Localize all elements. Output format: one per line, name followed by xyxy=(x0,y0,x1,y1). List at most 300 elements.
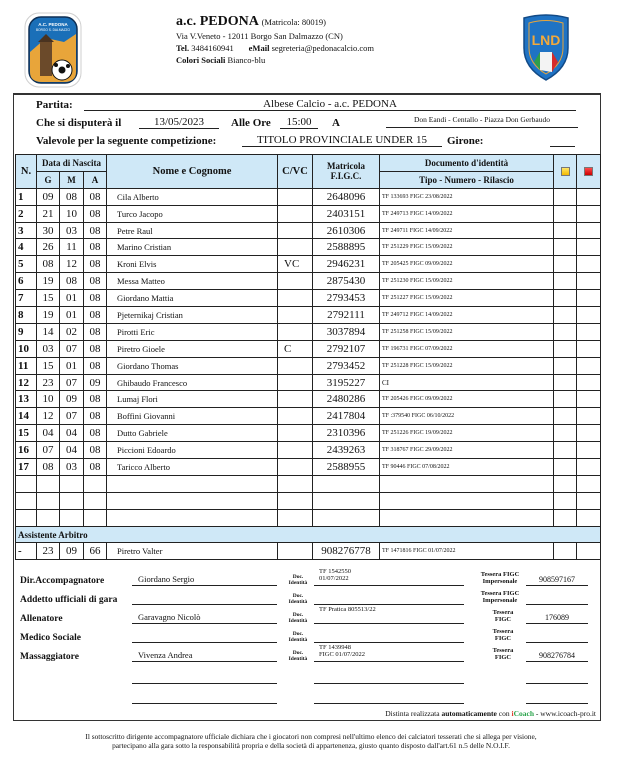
header-red-card xyxy=(577,155,601,189)
yellow-card-cell[interactable] xyxy=(554,188,577,205)
tessera-label-1: Tessera xyxy=(492,628,514,635)
matricola[interactable] xyxy=(313,509,380,526)
player-name[interactable]: Kroni Elvis xyxy=(107,256,278,273)
birth-year[interactable]: 08 xyxy=(84,273,107,290)
email-value: segreteria@pedonacalcio.com xyxy=(271,43,375,53)
staff-doc-line-1: TF 1542550 xyxy=(319,568,351,575)
player-name[interactable]: Marino Cristian xyxy=(107,239,278,256)
club-logo-text-top: A.C. PEDONA xyxy=(38,22,68,27)
captain-flag[interactable] xyxy=(278,188,313,205)
matricola[interactable]: 2793453 xyxy=(313,290,380,307)
player-number xyxy=(16,475,37,492)
document[interactable]: TF 251230 FIGC 15/09/2022 xyxy=(380,273,554,290)
assistant-section-title: Assistente Arbitro xyxy=(16,526,601,543)
player-number: 1 xyxy=(16,188,37,205)
birth-year[interactable]: 08 xyxy=(84,290,107,307)
doc-label-2: Identità xyxy=(288,656,308,662)
player-number: 13 xyxy=(16,391,37,408)
player-name[interactable]: Ghibaudo Francesco xyxy=(107,374,278,391)
staff-role-label: Massaggiatore xyxy=(20,652,79,662)
captain-flag[interactable] xyxy=(278,205,313,222)
club-info xyxy=(176,14,374,66)
club-colors xyxy=(176,54,374,66)
birth-month[interactable]: 08 xyxy=(60,273,84,290)
matricola[interactable]: 2648096 xyxy=(313,188,380,205)
icoach-coach: Coach xyxy=(513,709,534,718)
table-row xyxy=(16,357,601,374)
birth-day[interactable]: 15 xyxy=(37,290,60,307)
document[interactable]: TF 251226 FIGC 19/09/2022 xyxy=(380,425,554,442)
captain-flag[interactable]: C xyxy=(278,340,313,357)
birth-year[interactable] xyxy=(84,492,107,509)
birth-day[interactable]: 08 xyxy=(37,459,60,476)
tessera-label-1: Tessera xyxy=(492,647,514,654)
birth-day[interactable]: 10 xyxy=(37,391,60,408)
birth-year[interactable]: 08 xyxy=(84,357,107,374)
red-card-cell[interactable] xyxy=(577,492,601,509)
empty-table-row xyxy=(16,509,601,526)
player-number: 3 xyxy=(16,222,37,239)
birth-year[interactable]: 08 xyxy=(84,425,107,442)
birth-day[interactable]: 04 xyxy=(37,425,60,442)
time-field[interactable]: 15:00 xyxy=(280,116,318,129)
yellow-card-cell[interactable] xyxy=(554,323,577,340)
birth-day[interactable]: 19 xyxy=(37,307,60,324)
tel-value: 3484160941 xyxy=(191,43,234,53)
birth-year[interactable]: 08 xyxy=(84,205,107,222)
red-card-cell[interactable] xyxy=(577,290,601,307)
venue-label: A xyxy=(332,117,340,129)
yellow-card-cell[interactable] xyxy=(554,273,577,290)
captain-flag[interactable] xyxy=(278,543,313,560)
matricola[interactable] xyxy=(313,492,380,509)
red-card-cell[interactable] xyxy=(577,408,601,425)
matricola[interactable] xyxy=(313,475,380,492)
birth-month[interactable]: 01 xyxy=(60,307,84,324)
player-name[interactable]: Giordano Mattia xyxy=(107,290,278,307)
player-name[interactable]: Pjeternikaj Cristian xyxy=(107,307,278,324)
document[interactable]: TF 249712 FIGC 14/09/2022 xyxy=(380,307,554,324)
document[interactable]: TF 251258 FIGC 15/09/2022 xyxy=(380,323,554,340)
matricola[interactable]: 2792107 xyxy=(313,340,380,357)
player-number: 8 xyxy=(16,307,37,324)
document[interactable] xyxy=(380,509,554,526)
tessera-field[interactable] xyxy=(526,629,588,643)
declaration-line-2: partecipano alla gara sotto la responsabilità propria e della società di appartenenza, giusto quanto disposto dall'art.61 n.5 delle N.O.I.F. xyxy=(112,741,510,750)
captain-flag[interactable] xyxy=(278,492,313,509)
document[interactable]: CI xyxy=(380,374,554,391)
yellow-card-cell[interactable] xyxy=(554,475,577,492)
document[interactable]: TF 318767 FIGC 29/09/2022 xyxy=(380,442,554,459)
table-row xyxy=(16,222,601,239)
player-name[interactable]: Giordano Thomas xyxy=(107,357,278,374)
birth-year[interactable] xyxy=(84,509,107,526)
doc-label-1: Doc. xyxy=(292,650,304,656)
tessera-field[interactable]: 908276784 xyxy=(526,648,588,662)
birth-month[interactable]: 07 xyxy=(60,408,84,425)
captain-flag[interactable] xyxy=(278,323,313,340)
staff-doc-field[interactable] xyxy=(314,569,464,586)
document[interactable]: TF 196731 FIGC 07/09/2022 xyxy=(380,340,554,357)
red-card-cell[interactable] xyxy=(577,323,601,340)
yellow-card-cell[interactable] xyxy=(554,492,577,509)
staff-row xyxy=(14,606,602,630)
tessera-label xyxy=(488,629,518,642)
icoach-i: i xyxy=(511,709,514,718)
staff-doc-field[interactable] xyxy=(314,607,464,624)
captain-flag[interactable] xyxy=(278,425,313,442)
colors-label: Colori Sociali xyxy=(176,55,226,65)
birth-year[interactable] xyxy=(84,475,107,492)
birth-month[interactable]: 12 xyxy=(60,256,84,273)
captain-flag[interactable] xyxy=(278,475,313,492)
birth-day[interactable] xyxy=(37,492,60,509)
yellow-card-cell[interactable] xyxy=(554,222,577,239)
birth-month[interactable]: 07 xyxy=(60,374,84,391)
captain-flag[interactable] xyxy=(278,290,313,307)
player-name[interactable]: Boffini Giovanni xyxy=(107,408,278,425)
yellow-card-cell[interactable] xyxy=(554,256,577,273)
birth-year[interactable]: 66 xyxy=(84,543,107,560)
birth-month[interactable]: 01 xyxy=(60,290,84,307)
matricola[interactable]: 2417804 xyxy=(313,408,380,425)
document[interactable]: TF 249711 FIGC 14/09/2022 xyxy=(380,222,554,239)
header-yellow-card xyxy=(554,155,577,189)
matricola[interactable]: 2875430 xyxy=(313,273,380,290)
document[interactable] xyxy=(380,475,554,492)
red-card-cell[interactable] xyxy=(577,391,601,408)
birth-month[interactable] xyxy=(60,509,84,526)
red-card-cell[interactable] xyxy=(577,543,601,560)
credit-url[interactable]: - www.icoach-pro.it xyxy=(535,709,596,718)
birth-year[interactable]: 09 xyxy=(84,374,107,391)
red-card-cell[interactable] xyxy=(577,256,601,273)
yellow-card-cell[interactable] xyxy=(554,374,577,391)
document[interactable]: TF 251228 FIGC 15/09/2022 xyxy=(380,357,554,374)
red-card-cell[interactable] xyxy=(577,340,601,357)
captain-flag[interactable] xyxy=(278,239,313,256)
birth-day[interactable]: 23 xyxy=(37,374,60,391)
captain-flag[interactable] xyxy=(278,442,313,459)
red-card-cell[interactable] xyxy=(577,509,601,526)
player-number: 7 xyxy=(16,290,37,307)
staff-blank-doc[interactable] xyxy=(314,690,464,704)
matricola[interactable]: 2480286 xyxy=(313,391,380,408)
venue-field[interactable]: Don Eandi - Centallo - Piazza Don Gerbaudo xyxy=(386,115,578,128)
birth-day[interactable]: 15 xyxy=(37,357,60,374)
tessera-label-1: Tessera xyxy=(492,609,514,616)
staff-doc-field[interactable] xyxy=(314,626,464,643)
birth-month[interactable]: 03 xyxy=(60,222,84,239)
captain-flag[interactable] xyxy=(278,273,313,290)
doc-label-1: Doc. xyxy=(292,612,304,618)
player-name[interactable]: Cila Alberto xyxy=(107,188,278,205)
staff-blank-name[interactable] xyxy=(132,670,277,684)
red-card-cell[interactable] xyxy=(577,273,601,290)
red-card-cell[interactable] xyxy=(577,442,601,459)
birth-year[interactable]: 08 xyxy=(84,442,107,459)
declaration xyxy=(20,732,602,750)
birth-month[interactable] xyxy=(60,475,84,492)
header-m: M xyxy=(60,171,84,188)
birth-year[interactable]: 08 xyxy=(84,459,107,476)
staff-name-field[interactable] xyxy=(132,629,277,643)
yellow-card-cell[interactable] xyxy=(554,391,577,408)
assistant-row xyxy=(16,543,601,560)
player-name[interactable] xyxy=(107,475,278,492)
birth-month[interactable]: 03 xyxy=(60,459,84,476)
table-row xyxy=(16,374,601,391)
staff-doc-field[interactable] xyxy=(314,645,464,662)
header-birth: Data di Nascita xyxy=(37,155,107,172)
red-card-cell[interactable] xyxy=(577,459,601,476)
staff-row xyxy=(14,644,602,668)
red-card-cell[interactable] xyxy=(577,188,601,205)
birth-year[interactable]: 08 xyxy=(84,222,107,239)
doc-label-2: Identità xyxy=(288,580,308,586)
header-n: N. xyxy=(16,155,37,189)
document[interactable]: TF 1471816 FIGC 01/07/2022 xyxy=(380,543,554,560)
tessera-field[interactable] xyxy=(526,591,588,605)
partita-field[interactable]: Albese Calcio - a.c. PEDONA xyxy=(84,98,576,111)
girone-field[interactable] xyxy=(550,134,575,147)
red-card-cell[interactable] xyxy=(577,205,601,222)
player-name[interactable]: Piretro Gioele xyxy=(107,340,278,357)
tessera-label xyxy=(476,572,524,585)
competition-field[interactable]: TITOLO PROVINCIALE UNDER 15 xyxy=(242,134,442,147)
birth-month[interactable] xyxy=(60,492,84,509)
birth-day[interactable]: 07 xyxy=(37,442,60,459)
staff-blank-name[interactable] xyxy=(132,690,277,704)
matricola[interactable]: 2946231 xyxy=(313,256,380,273)
matricola[interactable]: 3037894 xyxy=(313,323,380,340)
staff-section xyxy=(14,569,602,719)
captain-flag[interactable] xyxy=(278,357,313,374)
matricola[interactable]: 2403151 xyxy=(313,205,380,222)
birth-year[interactable]: 08 xyxy=(84,391,107,408)
staff-blank-doc[interactable] xyxy=(314,670,464,684)
player-name[interactable]: Dutto Gabriele xyxy=(107,425,278,442)
staff-name-field[interactable]: Giordano Sergio xyxy=(132,572,277,586)
birth-year[interactable]: 08 xyxy=(84,307,107,324)
matricola[interactable]: 2439263 xyxy=(313,442,380,459)
yellow-card-cell[interactable] xyxy=(554,442,577,459)
staff-doc-line-1: TF Pratica 805513/22 xyxy=(319,606,376,613)
birth-day[interactable]: 21 xyxy=(37,205,60,222)
player-name[interactable]: Pirotti Eric xyxy=(107,323,278,340)
credit-bold: automaticamente xyxy=(441,709,497,718)
staff-role-label: Dir.Accompagnatore xyxy=(20,576,105,586)
player-name[interactable] xyxy=(107,492,278,509)
matricola[interactable]: 2588955 xyxy=(313,459,380,476)
doc-identity-label xyxy=(285,631,311,643)
players-body xyxy=(16,188,601,560)
header-a: A xyxy=(84,171,107,188)
staff-doc-field[interactable] xyxy=(314,588,464,605)
red-card-cell[interactable] xyxy=(577,307,601,324)
doc-identity-label xyxy=(285,612,311,624)
staff-doc-line-2: FIGC 01/07/2022 xyxy=(319,650,366,658)
staff-row xyxy=(14,568,602,592)
player-name[interactable]: Taricco Alberto xyxy=(107,459,278,476)
doc-label-2: Identità xyxy=(288,618,308,624)
document[interactable]: TF 205425 FIGC 09/09/2022 xyxy=(380,256,554,273)
birth-year[interactable]: 08 xyxy=(84,188,107,205)
yellow-card-cell[interactable] xyxy=(554,205,577,222)
captain-flag[interactable] xyxy=(278,374,313,391)
yellow-card-cell[interactable] xyxy=(554,543,577,560)
birth-year[interactable]: 08 xyxy=(84,408,107,425)
birth-month[interactable]: 04 xyxy=(60,442,84,459)
birth-day[interactable]: 12 xyxy=(37,408,60,425)
header-cvc: C/VC xyxy=(278,155,313,189)
captain-flag[interactable] xyxy=(278,459,313,476)
birth-day[interactable]: 26 xyxy=(37,239,60,256)
captain-flag[interactable] xyxy=(278,391,313,408)
date-field[interactable]: 13/05/2023 xyxy=(139,116,219,129)
club-logo xyxy=(24,12,82,88)
player-number xyxy=(16,509,37,526)
yellow-card-cell[interactable] xyxy=(554,340,577,357)
player-name[interactable]: Messa Matteo xyxy=(107,273,278,290)
captain-flag[interactable] xyxy=(278,307,313,324)
player-name[interactable]: Lumaj Flori xyxy=(107,391,278,408)
yellow-card-cell[interactable] xyxy=(554,357,577,374)
player-name[interactable] xyxy=(107,509,278,526)
player-name[interactable]: Turco Jacopo xyxy=(107,205,278,222)
birth-month[interactable]: 04 xyxy=(60,425,84,442)
red-card-cell[interactable] xyxy=(577,357,601,374)
document[interactable]: TF 205426 FIGC 09/09/2022 xyxy=(380,391,554,408)
player-number: 6 xyxy=(16,273,37,290)
player-number: 5 xyxy=(16,256,37,273)
birth-year[interactable]: 08 xyxy=(84,340,107,357)
player-number: 16 xyxy=(16,442,37,459)
table-row xyxy=(16,188,601,205)
birth-day[interactable]: 30 xyxy=(37,222,60,239)
tessera-label-2: FIGC xyxy=(494,653,512,661)
matricola[interactable]: 2610306 xyxy=(313,222,380,239)
header-doc: Documento d'identità xyxy=(380,155,554,172)
yellow-card-cell[interactable] xyxy=(554,408,577,425)
captain-flag[interactable] xyxy=(278,509,313,526)
club-name: a.c. PEDONA xyxy=(176,14,259,29)
matricola[interactable]: 2793452 xyxy=(313,357,380,374)
red-card-cell[interactable] xyxy=(577,425,601,442)
birth-year[interactable]: 08 xyxy=(84,239,107,256)
colors-value: Bianco-blu xyxy=(227,55,266,65)
staff-name-field[interactable]: Vivenza Andrea xyxy=(132,648,277,662)
assistant-section-row xyxy=(16,526,601,543)
yellow-card-cell[interactable] xyxy=(554,509,577,526)
matricola[interactable]: 3195227 xyxy=(313,374,380,391)
club-matricola: (Matricola: 80019) xyxy=(261,17,327,27)
document[interactable]: TF 133693 FIGC 23/08/2022 xyxy=(380,188,554,205)
birth-month[interactable]: 08 xyxy=(60,188,84,205)
birth-month[interactable]: 01 xyxy=(60,357,84,374)
yellow-card-cell[interactable] xyxy=(554,459,577,476)
club-address: Via V.Veneto - 12011 Borgo San Dalmazzo (CN) xyxy=(176,31,343,41)
player-number: 17 xyxy=(16,459,37,476)
document[interactable]: TF 251227 FIGC 15/09/2022 xyxy=(380,290,554,307)
player-name[interactable]: Piretro Valter xyxy=(107,543,278,560)
birth-month[interactable]: 10 xyxy=(60,205,84,222)
red-card-cell[interactable] xyxy=(577,222,601,239)
credit-line xyxy=(385,709,596,718)
matricola[interactable]: 2310396 xyxy=(313,425,380,442)
doc-identity-label xyxy=(285,593,311,605)
yellow-card-cell[interactable] xyxy=(554,307,577,324)
birth-month[interactable]: 09 xyxy=(60,391,84,408)
yellow-card-cell[interactable] xyxy=(554,425,577,442)
matricola[interactable]: 908276778 xyxy=(313,543,380,560)
birth-day[interactable]: 09 xyxy=(37,188,60,205)
staff-blank-tessera[interactable] xyxy=(526,690,588,704)
table-row xyxy=(16,459,601,476)
staff-name-field[interactable]: Garavagno Nicolò xyxy=(132,610,277,624)
staff-name-field[interactable] xyxy=(132,591,277,605)
captain-flag[interactable] xyxy=(278,222,313,239)
document[interactable]: TF 249713 FIGC 14/09/2022 xyxy=(380,205,554,222)
red-card-cell[interactable] xyxy=(577,374,601,391)
tessera-label xyxy=(476,591,524,604)
document[interactable] xyxy=(380,492,554,509)
partita-label: Partita: xyxy=(36,99,73,111)
player-number: 2 xyxy=(16,205,37,222)
table-row xyxy=(16,408,601,425)
tessera-field[interactable]: 176089 xyxy=(526,610,588,624)
birth-day[interactable]: 08 xyxy=(37,256,60,273)
birth-day[interactable] xyxy=(37,509,60,526)
credit-mid: con xyxy=(498,709,510,718)
tessera-field[interactable]: 908597167 xyxy=(526,572,588,586)
yellow-card-cell[interactable] xyxy=(554,290,577,307)
table-row xyxy=(16,273,601,290)
time-label: Alle Ore xyxy=(231,117,271,129)
red-card-cell[interactable] xyxy=(577,239,601,256)
document[interactable]: TF :379540 FIGC 06/10/2022 xyxy=(380,408,554,425)
birth-month[interactable]: 07 xyxy=(60,340,84,357)
birth-day[interactable] xyxy=(37,475,60,492)
staff-row xyxy=(14,629,602,649)
captain-flag[interactable]: VC xyxy=(278,256,313,273)
birth-month[interactable]: 11 xyxy=(60,239,84,256)
birth-year[interactable]: 08 xyxy=(84,256,107,273)
birth-day[interactable]: 23 xyxy=(37,543,60,560)
birth-day[interactable]: 03 xyxy=(37,340,60,357)
staff-doc-line-1: TF 1439948 xyxy=(319,644,351,651)
document[interactable]: TF 251229 FIGC 15/09/2022 xyxy=(380,239,554,256)
birth-month[interactable]: 09 xyxy=(60,543,84,560)
player-number: 12 xyxy=(16,374,37,391)
birth-day[interactable]: 14 xyxy=(37,323,60,340)
header-g: G xyxy=(37,171,60,188)
yellow-card-cell[interactable] xyxy=(554,239,577,256)
tessera-label-2: FIGC xyxy=(494,634,512,642)
player-name[interactable]: Piccioni Edoardo xyxy=(107,442,278,459)
captain-flag[interactable] xyxy=(278,408,313,425)
staff-blank-tessera[interactable] xyxy=(526,670,588,684)
birth-year[interactable]: 08 xyxy=(84,323,107,340)
player-name[interactable]: Petre Raul xyxy=(107,222,278,239)
birth-day[interactable]: 19 xyxy=(37,273,60,290)
document[interactable]: TF 90446 FIGC 07/08/2022 xyxy=(380,459,554,476)
birth-month[interactable]: 02 xyxy=(60,323,84,340)
red-card-cell[interactable] xyxy=(577,475,601,492)
matricola[interactable]: 2792111 xyxy=(313,307,380,324)
matricola[interactable]: 2588895 xyxy=(313,239,380,256)
competition-label: Valevole per la seguente competizione: xyxy=(36,135,217,147)
